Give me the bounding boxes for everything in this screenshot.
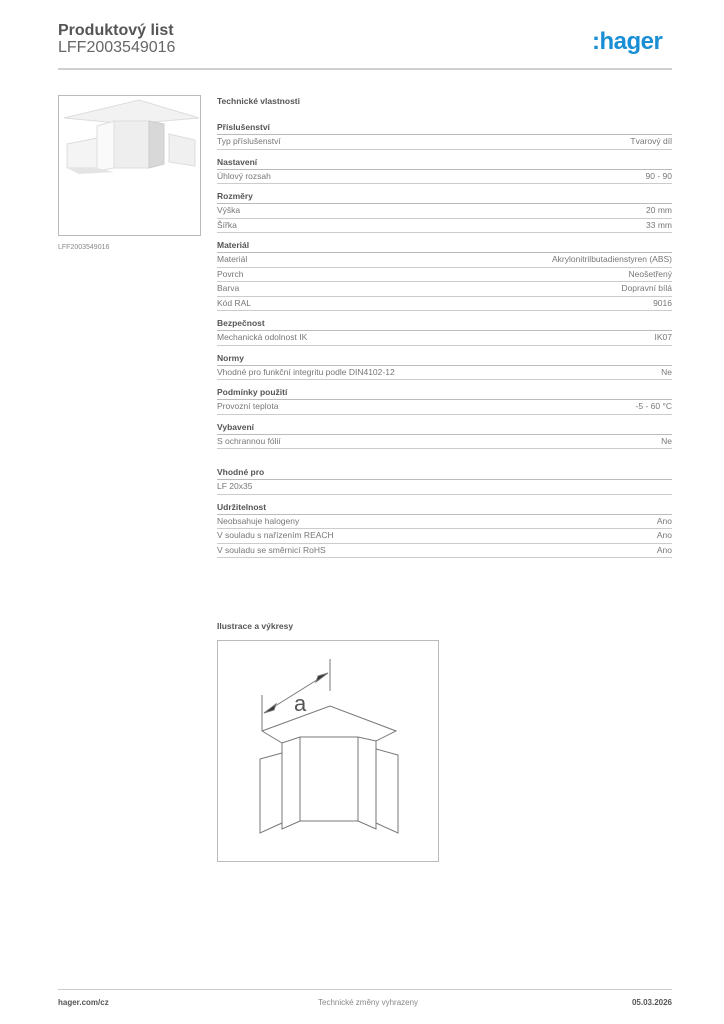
product-code: LFF2003549016	[58, 39, 176, 56]
property-row	[217, 435, 672, 450]
section-title: Rozměry	[217, 191, 672, 204]
property-value: 33 mm	[646, 219, 672, 230]
property-row	[217, 268, 672, 283]
section-title: Materiál	[217, 240, 672, 253]
property-label: LF 20x35	[217, 481, 253, 491]
property-row	[217, 204, 672, 219]
section-title: Bezpečnost	[217, 318, 672, 331]
property-row	[217, 282, 672, 297]
property-value: Neošetřený	[628, 268, 672, 279]
section-2	[217, 191, 672, 233]
property-label: V souladu s nařízením REACH	[217, 530, 334, 540]
property-value: Tvarový díl	[630, 136, 672, 146]
section-title: Vybavení	[217, 422, 672, 435]
property-value: Ano	[656, 515, 672, 526]
property-label: Vhodné pro funkční integritu podle DIN4102-12	[217, 366, 395, 377]
technical-title: Technické vlastnosti	[217, 96, 300, 106]
property-value: IK07	[654, 332, 672, 342]
hager-logo: :hager	[592, 28, 663, 55]
section-8	[217, 467, 672, 495]
section-1	[217, 157, 672, 185]
svg-text:a: a	[294, 691, 307, 716]
section-0	[217, 122, 672, 150]
product-photo-caption: LFF2003549016	[58, 244, 110, 251]
property-row	[217, 219, 672, 234]
section-title: Udržitelnost	[217, 502, 672, 515]
property-row	[217, 366, 672, 381]
footer-divider	[58, 989, 672, 990]
footer-disclaimer: Technické změny vyhrazeny	[318, 998, 419, 1007]
property-value: 20 mm	[646, 205, 672, 215]
page-header-title: Produktový list	[58, 22, 174, 39]
property-label: Mechanická odolnost IK	[217, 332, 308, 342]
section-4	[217, 318, 672, 346]
property-row	[217, 480, 672, 495]
property-row	[217, 331, 672, 346]
property-label: Šířka	[217, 219, 237, 230]
section-title: Vhodné pro	[217, 467, 672, 480]
property-row	[217, 135, 672, 150]
property-label: Neobsahuje halogeny	[217, 515, 300, 526]
section-3	[217, 240, 672, 311]
section-5	[217, 353, 672, 381]
property-label: Povrch	[217, 268, 244, 279]
illustrations-title: Ilustrace a výkresy	[217, 621, 294, 631]
property-value: Ne	[661, 366, 672, 377]
property-row	[217, 515, 672, 530]
footer-date: 05.03.2026	[631, 998, 672, 1007]
section-title: Normy	[217, 353, 672, 366]
property-label: V souladu se směrnicí RoHS	[217, 544, 326, 555]
property-value: 90 - 90	[645, 170, 672, 181]
property-label: Materiál	[217, 254, 248, 264]
section-6	[217, 387, 672, 415]
property-row	[217, 253, 672, 268]
property-value: Ne	[661, 435, 672, 446]
section-title: Podmínky použití	[217, 387, 672, 400]
property-row	[217, 529, 672, 544]
property-label: Výška	[217, 205, 241, 215]
property-value: Ano	[656, 544, 672, 555]
property-value: Dopravní bílá	[621, 283, 672, 293]
property-row	[217, 544, 672, 559]
section-title: Nastavení	[217, 157, 672, 170]
property-label: Typ příslušenství	[217, 136, 281, 146]
technical-properties	[217, 96, 672, 565]
technical-drawing	[217, 640, 439, 862]
property-row	[217, 170, 672, 185]
property-label: Úhlový rozsah	[217, 170, 271, 181]
footer-website-link[interactable]: hager.com/cz	[58, 998, 109, 1007]
property-label: S ochrannou fólií	[217, 435, 281, 446]
property-label: Kód RAL	[217, 297, 252, 308]
property-label: Barva	[217, 283, 240, 293]
property-row	[217, 297, 672, 312]
property-label: Provozní teplota	[217, 401, 279, 411]
product-photo	[58, 95, 201, 236]
section-title: Příslušenství	[217, 122, 672, 135]
section-9	[217, 502, 672, 559]
header-divider	[58, 68, 672, 70]
property-value: -5 - 60 °C	[635, 401, 672, 411]
property-row	[217, 400, 672, 415]
property-value: 9016	[653, 297, 672, 308]
property-value: Akrylonitrilbutadienstyren (ABS)	[552, 254, 672, 264]
section-7	[217, 422, 672, 450]
property-value: Ano	[656, 530, 672, 540]
